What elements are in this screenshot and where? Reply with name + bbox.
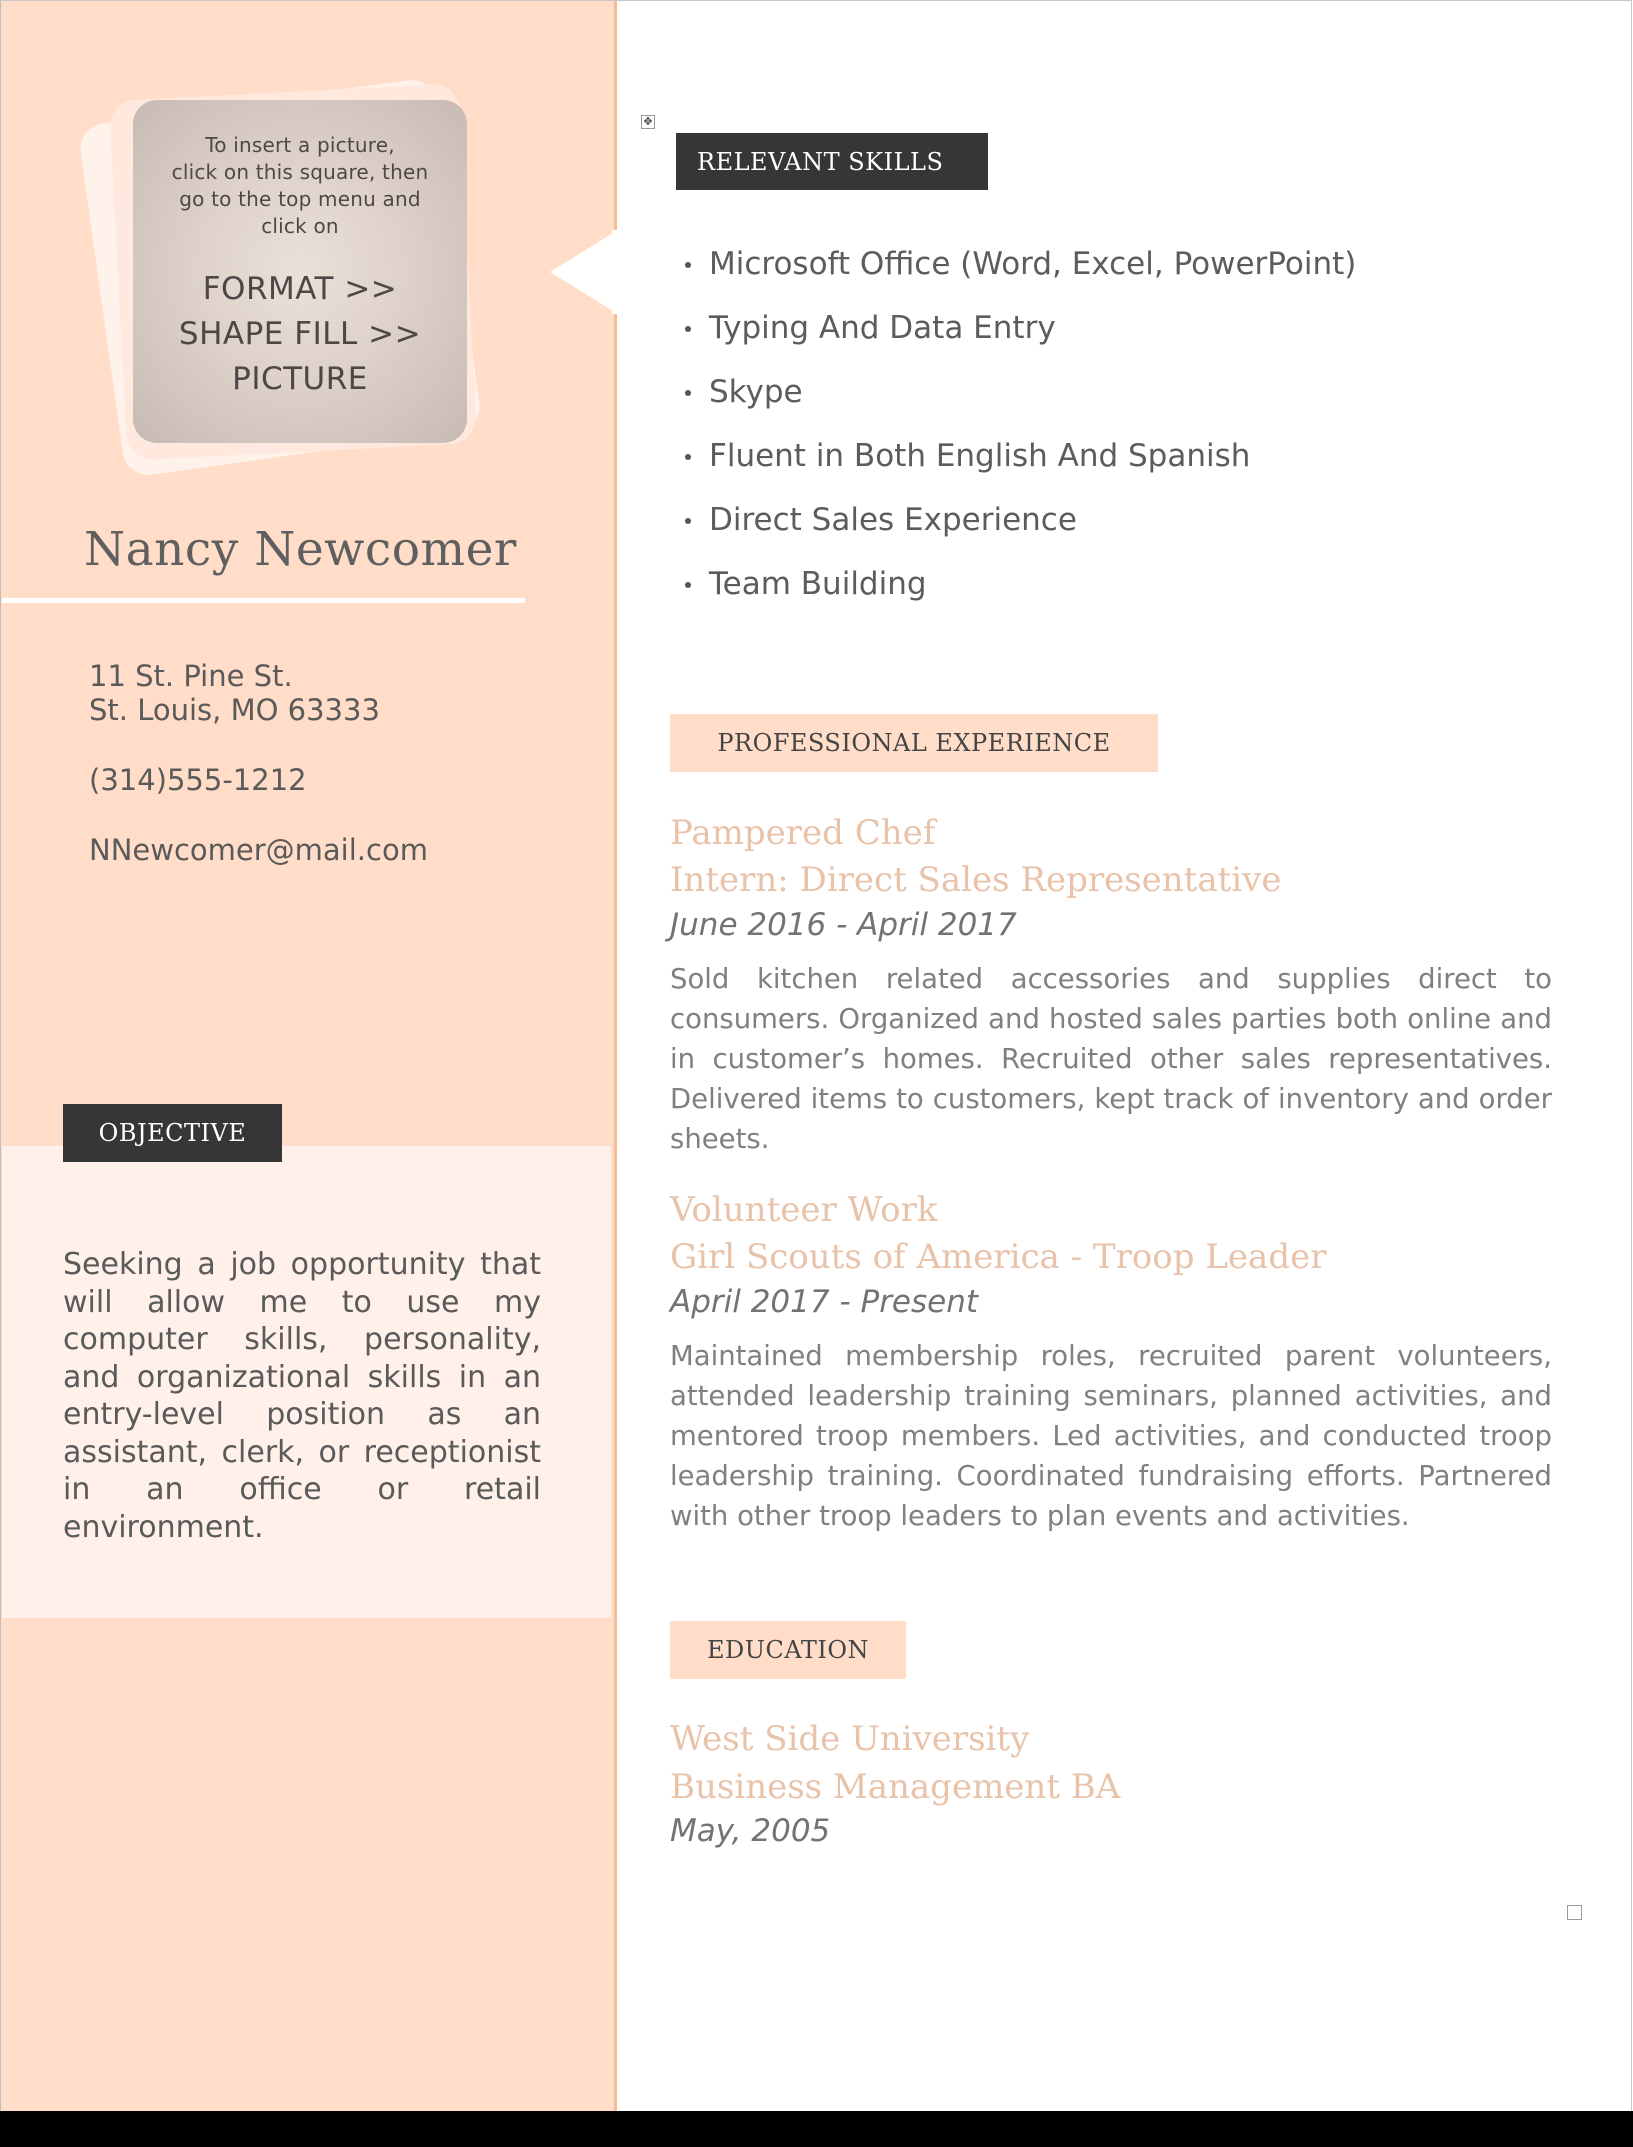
education-date[interactable]: May, 2005: [670, 1813, 831, 1849]
job-description[interactable]: Sold kitchen related accessories and supplies direct to consumers. Organized and hosted sales parties both online and in customer’s homes. Recruited other sales representatives. Delivered items to customers, kept track of inventory and order sheets.: [670, 963, 1552, 1155]
skill-item[interactable]: Direct Sales Experience: [685, 498, 1356, 562]
job-dates[interactable]: April 2017 - Present: [670, 1284, 979, 1320]
phone-number[interactable]: (314)555-1212: [89, 763, 307, 797]
skill-item[interactable]: Skype: [685, 370, 1356, 434]
photo-placeholder[interactable]: [133, 100, 467, 443]
address-line-1[interactable]: 11 St. Pine St.: [89, 659, 293, 693]
bullet-icon: [685, 582, 691, 588]
skills-list: [685, 242, 1356, 626]
skill-item[interactable]: Team Building: [685, 562, 1356, 626]
experience-heading: PROFESSIONAL EXPERIENCE: [670, 714, 1158, 772]
bullet-icon: [685, 454, 691, 460]
bullet-icon: [685, 390, 691, 396]
education-degree[interactable]: Business Management BA: [670, 1767, 1121, 1807]
bullet-icon: [685, 518, 691, 524]
bullet-icon: [685, 326, 691, 332]
education-school[interactable]: West Side University: [670, 1719, 1030, 1759]
job-dates[interactable]: June 2016 - April 2017: [670, 907, 1017, 943]
email-address[interactable]: NNewcomer@mail.com: [89, 833, 428, 867]
skill-item[interactable]: Microsoft Office (Word, Excel, PowerPoint): [685, 242, 1356, 306]
sidebar-notch: [550, 230, 618, 314]
skills-heading: RELEVANT SKILLS: [676, 133, 988, 190]
objective-text[interactable]: Seeking a job opportunity that will allow me to use my computer skills, personality, and organizational skills in an entry-level position as an assistant, clerk, or receptionist in an office or retail environment.: [63, 1247, 541, 1545]
photo-instruction: To insert a picture, click on this square, then go to the top menu and click on: [171, 133, 429, 238]
photo-steps: FORMAT >> SHAPE FILL >> PICTURE: [178, 271, 422, 397]
education-heading: EDUCATION: [670, 1621, 906, 1679]
skill-item[interactable]: Fluent in Both English And Spanish: [685, 434, 1356, 498]
job-description[interactable]: Maintained membership roles, recruited parent volunteers, attended leadership training seminars, planned activities, and mentored troop members. Led activities, and conducted troop leadership training. Coordinated fundraising efforts. Partnered with other troop leaders to plan events and activities.: [670, 1340, 1552, 1532]
job-company[interactable]: Pampered Chef: [670, 813, 936, 853]
job-role[interactable]: Intern: Direct Sales Representative: [670, 860, 1282, 900]
table-move-handle-icon[interactable]: ✥: [641, 115, 655, 129]
end-of-cell-marker-icon: [1567, 1905, 1582, 1920]
bullet-icon: [685, 262, 691, 268]
sidebar-edge: [614, 1, 617, 2111]
job-role[interactable]: Girl Scouts of America - Troop Leader: [670, 1237, 1327, 1277]
job-company[interactable]: Volunteer Work: [670, 1190, 938, 1230]
bottom-bar: [0, 2111, 1633, 2147]
skill-item[interactable]: Typing And Data Entry: [685, 306, 1356, 370]
name-divider: [2, 598, 525, 603]
objective-heading: OBJECTIVE: [63, 1104, 282, 1162]
candidate-name[interactable]: Nancy Newcomer: [84, 522, 517, 577]
address-line-2[interactable]: St. Louis, MO 63333: [89, 693, 380, 727]
